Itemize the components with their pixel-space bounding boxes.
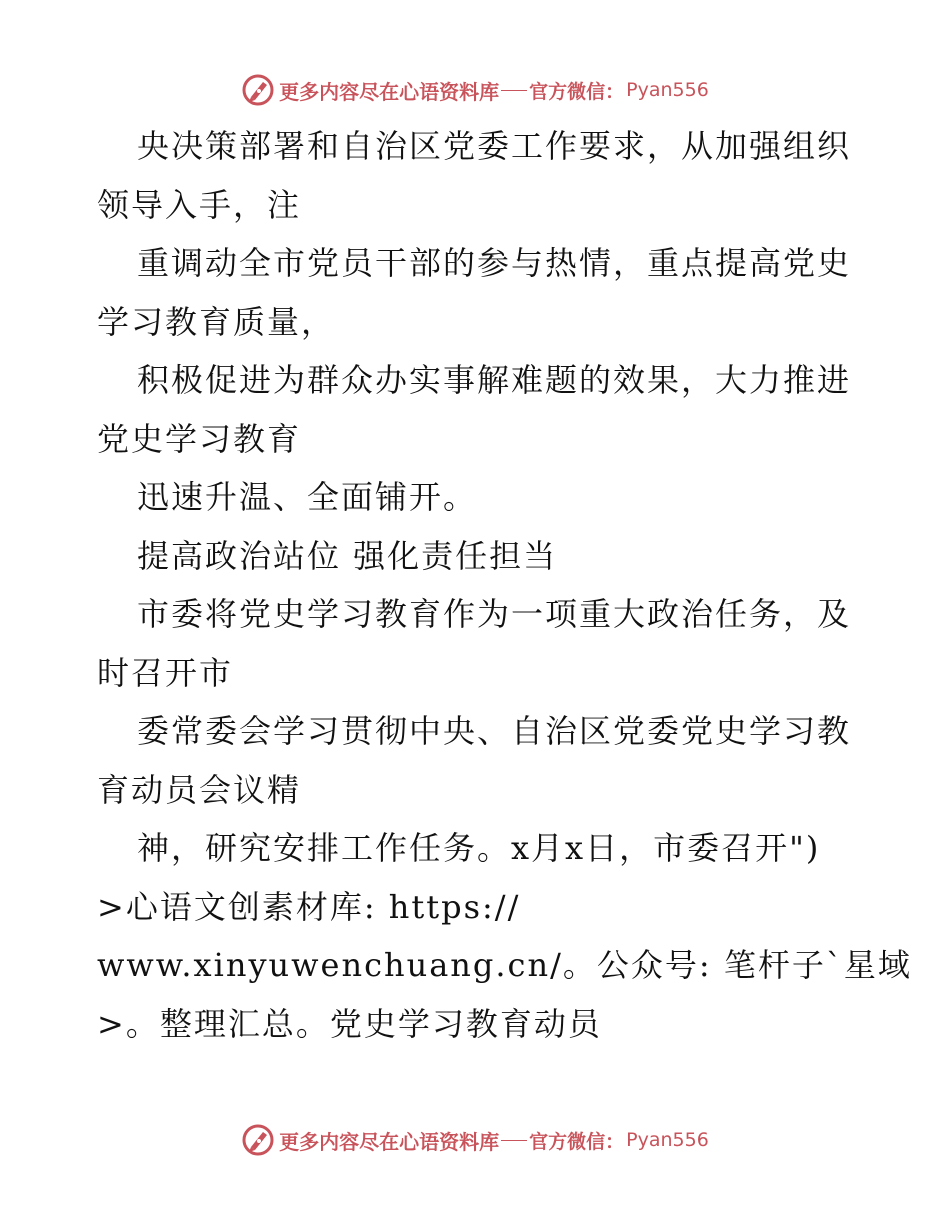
body-line: 市委将党史学习教育作为一项重大政治任务，及 — [137, 595, 852, 633]
body-line: 党史学习教育 — [97, 419, 302, 458]
body-line: 积极促进为群众办实事解难题的效果，大力推进 — [137, 361, 852, 399]
body-line: www.xinyuwenchuang.cn/。公众号: 笔杆子`星域 — [97, 946, 912, 984]
body-line: 时召开市 — [97, 653, 234, 692]
body-line: 委常委会学习贯彻中央、自治区党委党史学习教 — [137, 712, 852, 750]
document-body — [97, 117, 912, 1053]
body-line: 领导入手，注 — [97, 185, 302, 224]
body-line: 迅速升温、全面铺开。 — [137, 478, 478, 516]
body-line: >。整理汇总。党史学习教育动员 — [97, 1004, 602, 1043]
body-line: 育动员会议精 — [97, 770, 302, 809]
header-official-label: 官方微信： — [529, 80, 625, 103]
footer-brand-text: 更多内容尽在心语资料库 — [279, 1129, 500, 1154]
body-line: 神，研究安排工作任务。x月x日，市委召开") — [137, 829, 821, 867]
body-line: 重调动全市党员干部的参与热情，重点提高党史 — [137, 244, 852, 282]
body-line: >心语文创素材库: https:// — [97, 887, 521, 926]
pen-logo-icon — [241, 73, 275, 107]
body-line: 央决策部署和自治区党委工作要求，从加强组织 — [137, 127, 852, 165]
header-wechat-id: Pyan556 — [626, 79, 709, 101]
header-banner — [0, 70, 950, 110]
footer-wechat-id: Pyan556 — [626, 1129, 709, 1151]
footer-official-label: 官方微信： — [529, 1130, 625, 1153]
body-line: 学习教育质量， — [97, 302, 336, 341]
footer-banner — [0, 1120, 950, 1160]
section-heading: 提高政治站位 强化责任担当 — [137, 536, 558, 575]
footer-dash — [501, 1140, 527, 1141]
header-dash — [501, 90, 527, 91]
pen-logo-icon — [241, 1123, 275, 1157]
header-brand-text: 更多内容尽在心语资料库 — [279, 79, 500, 104]
